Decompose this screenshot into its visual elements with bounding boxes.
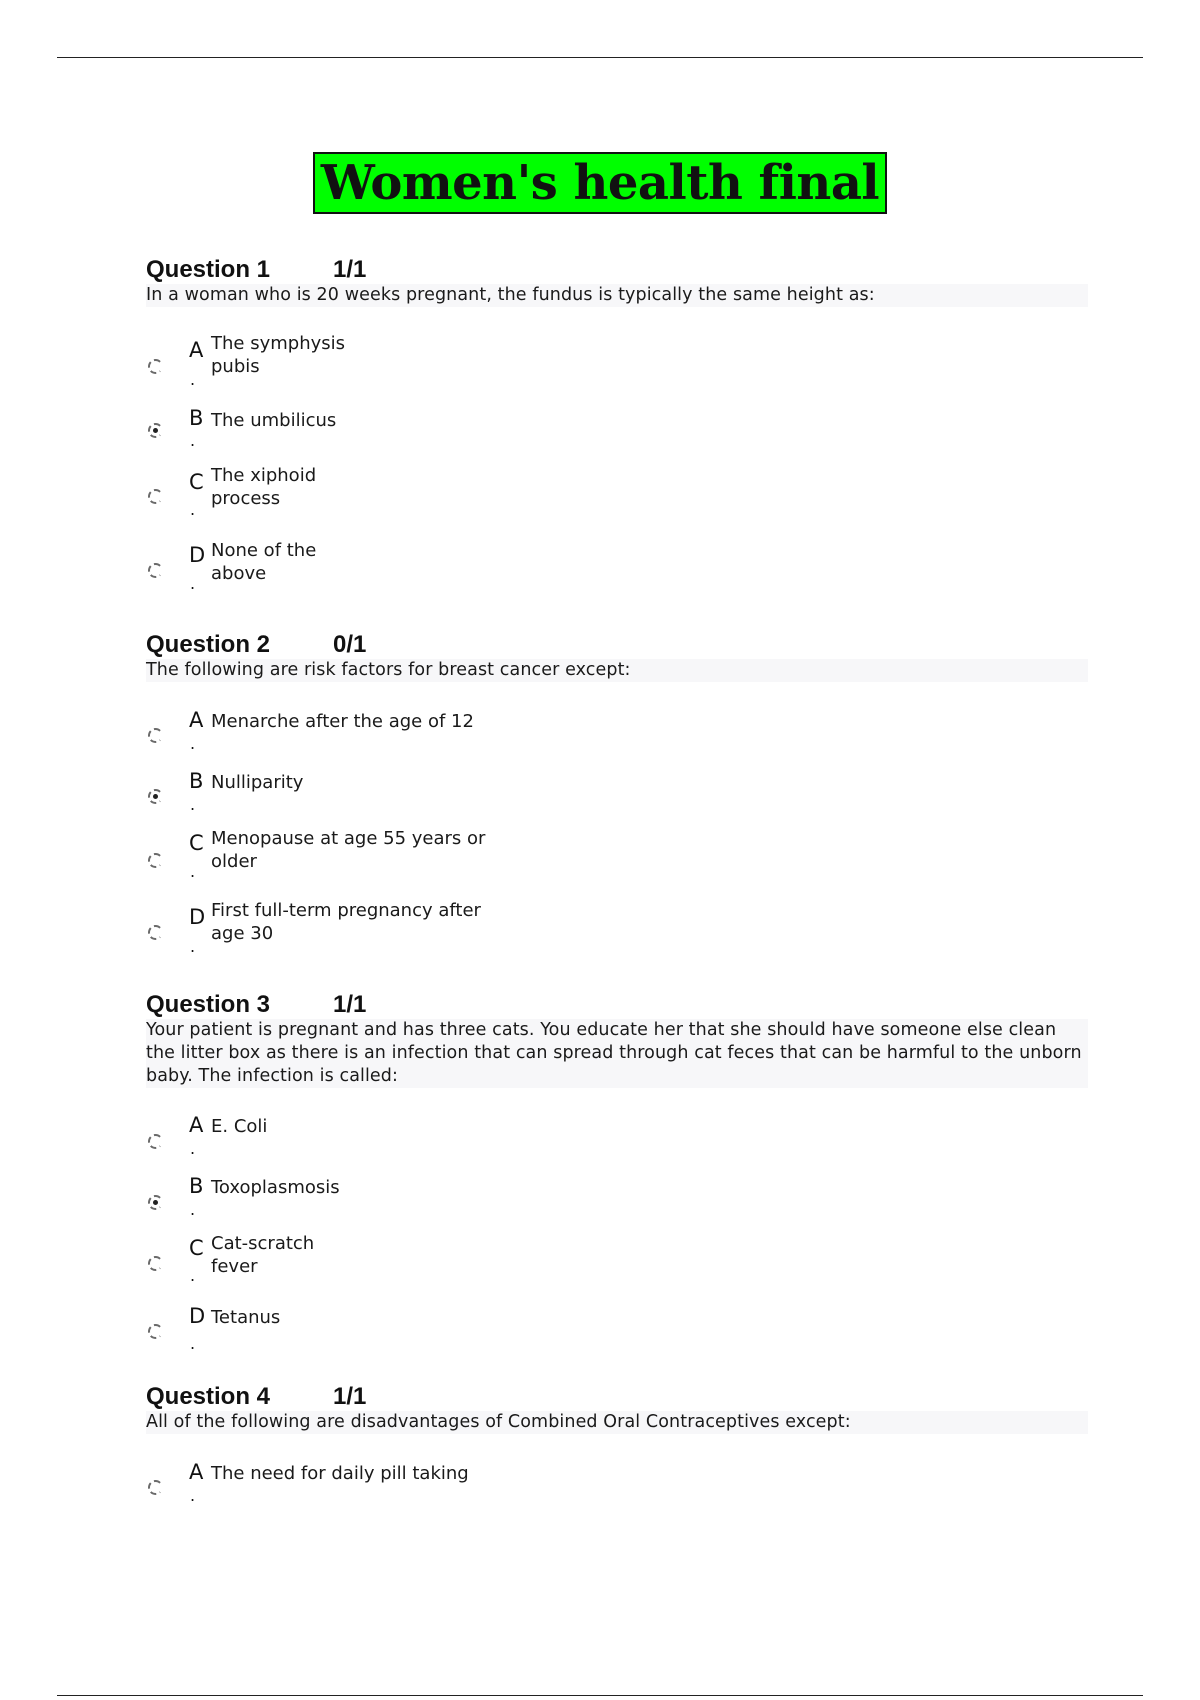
- option-period: .: [190, 431, 196, 450]
- question-score: 1/1: [333, 256, 367, 283]
- question-number: Question 3: [146, 991, 271, 1018]
- question-1: [146, 256, 1088, 307]
- radio-button[interactable]: [148, 1480, 163, 1495]
- title-wrapper: [0, 152, 1200, 214]
- option-period: .: [190, 1334, 196, 1353]
- option-period: .: [190, 734, 196, 753]
- option-period: .: [190, 862, 196, 881]
- radio-button-selected[interactable]: [148, 789, 163, 804]
- option-text: The symphysis pubis: [211, 333, 346, 377]
- question-number: Question 2: [146, 631, 271, 658]
- question-header: [146, 256, 1088, 284]
- top-rule: [57, 57, 1143, 58]
- question-3: [146, 991, 1088, 1088]
- option-letter: C: [189, 1236, 204, 1260]
- option-text: The need for daily pill taking: [211, 1463, 469, 1484]
- question-score: 0/1: [333, 631, 367, 658]
- radio-button[interactable]: [148, 1134, 163, 1149]
- option-period: .: [190, 370, 196, 389]
- option-text: Toxoplasmosis: [211, 1177, 340, 1198]
- question-text: Your patient is pregnant and has three cats. You educate her that she should have someone else clean the litter box as there is an infection that can spread through cat feces that can be harmful to the unborn baby. The infection is called:: [146, 1019, 1088, 1088]
- radio-button[interactable]: [148, 925, 163, 940]
- radio-selected-dot: [153, 1200, 158, 1205]
- question-text: In a woman who is 20 weeks pregnant, the fundus is typically the same height as:: [146, 284, 1088, 307]
- question-number: Question 1: [146, 256, 271, 283]
- question-4: [146, 1383, 1088, 1434]
- option-text: Menarche after the age of 12: [211, 711, 474, 732]
- option-period: .: [190, 795, 196, 814]
- option-period: .: [190, 1139, 196, 1158]
- option-text: Cat-scratch fever: [211, 1233, 315, 1277]
- option-letter: B: [189, 406, 204, 430]
- option-period: .: [190, 937, 196, 956]
- option-letter: C: [189, 831, 204, 855]
- radio-button-selected[interactable]: [148, 423, 163, 438]
- option-period: .: [190, 1200, 196, 1219]
- radio-button[interactable]: [148, 1324, 163, 1339]
- question-header: [146, 631, 1088, 659]
- option-text: E. Coli: [211, 1116, 268, 1137]
- question-score: 1/1: [333, 1383, 367, 1410]
- question-text: The following are risk factors for breast cancer except:: [146, 659, 1088, 682]
- option-period: .: [190, 1266, 196, 1285]
- option-text: First full-term pregnancy after age 30: [211, 900, 481, 944]
- option-text: Nulliparity: [211, 772, 304, 793]
- question-text: All of the following are disadvantages of Combined Oral Contraceptives except:: [146, 1411, 1088, 1434]
- option-text: Menopause at age 55 years or older: [211, 828, 486, 872]
- option-letter: D: [189, 543, 206, 567]
- radio-button[interactable]: [148, 489, 163, 504]
- question-header: [146, 991, 1088, 1019]
- bottom-rule: [57, 1695, 1143, 1696]
- option-letter: D: [189, 1304, 206, 1328]
- option-letter: B: [189, 769, 204, 793]
- option-letter: D: [189, 905, 206, 929]
- radio-button[interactable]: [148, 1256, 163, 1271]
- option-letter: B: [189, 1174, 204, 1198]
- option-text: The umbilicus: [211, 410, 337, 431]
- question-header: [146, 1383, 1088, 1411]
- option-period: .: [190, 574, 196, 593]
- question-score: 1/1: [333, 991, 367, 1018]
- option-text: None of the above: [211, 540, 317, 584]
- radio-button-selected[interactable]: [148, 1195, 163, 1210]
- option-letter: A: [189, 338, 204, 362]
- option-period: .: [190, 500, 196, 519]
- radio-selected-dot: [153, 428, 158, 433]
- question-number: Question 4: [146, 1383, 271, 1410]
- radio-selected-dot: [153, 794, 158, 799]
- option-period: .: [190, 1486, 196, 1505]
- radio-button[interactable]: [148, 728, 163, 743]
- option-letter: C: [189, 470, 204, 494]
- option-text: The xiphoid process: [211, 465, 317, 509]
- option-text: Tetanus: [211, 1307, 281, 1328]
- radio-button[interactable]: [148, 563, 163, 578]
- page-title: Women's health final: [313, 152, 887, 214]
- option-letter: A: [189, 708, 204, 732]
- radio-button[interactable]: [148, 853, 163, 868]
- option-letter: A: [189, 1113, 204, 1137]
- option-letter: A: [189, 1460, 204, 1484]
- question-2: [146, 631, 1088, 682]
- radio-button[interactable]: [148, 359, 163, 374]
